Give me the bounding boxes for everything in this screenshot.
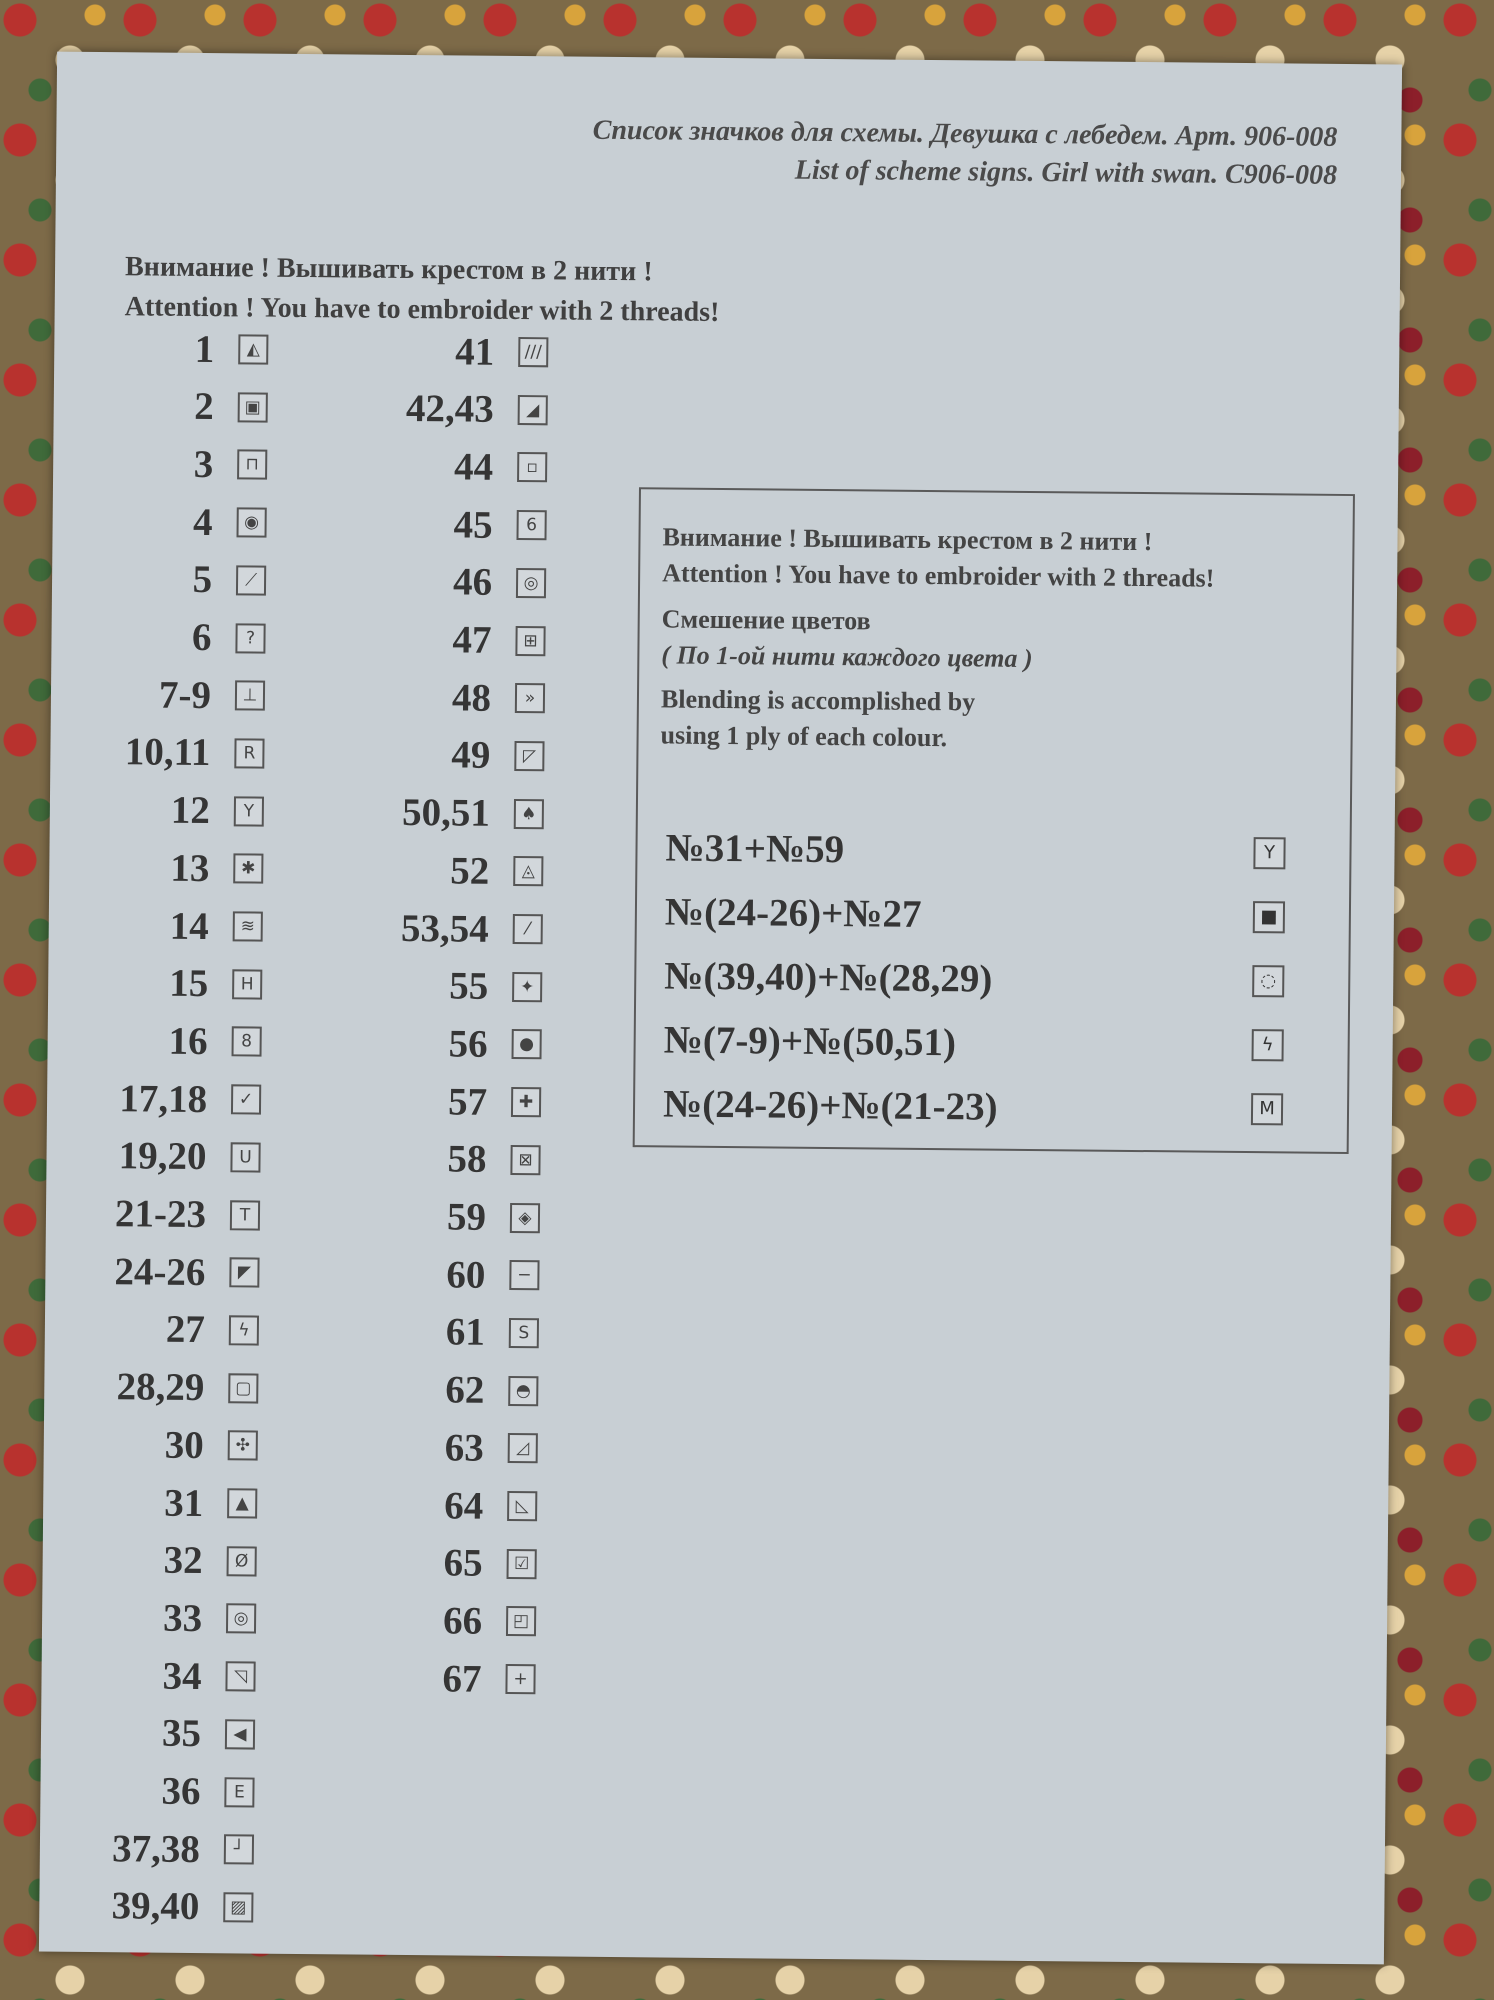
stitch-symbol-icon: ┘ — [224, 1834, 254, 1864]
stitch-symbol-icon: ◓ — [508, 1376, 538, 1406]
color-number: 35 — [161, 1711, 202, 1756]
stitch-symbol-icon: /// — [518, 337, 548, 367]
symbol-row — [75, 1245, 259, 1299]
symbol-row — [81, 610, 265, 664]
stitch-symbol-icon: ● — [511, 1029, 541, 1059]
blend-row — [664, 947, 1325, 1009]
color-number: 47 — [452, 618, 492, 662]
color-number: 2 — [194, 385, 214, 429]
symbol-row — [356, 1132, 540, 1186]
stitch-symbol-icon: S — [509, 1318, 539, 1348]
symbol-row — [71, 1707, 255, 1761]
stitch-symbol-icon: ▨ — [223, 1892, 253, 1922]
stitch-symbol-icon: ? — [235, 623, 265, 653]
stitch-symbol-icon: ✣ — [228, 1431, 258, 1461]
color-number: 49 — [451, 733, 491, 778]
symbol-row — [364, 325, 548, 379]
symbol-row — [354, 1363, 538, 1417]
color-number: 62 — [445, 1368, 485, 1412]
stitch-symbol-icon: E — [224, 1777, 254, 1807]
blend-mix-en-1: Blending is accomplished by — [660, 684, 976, 717]
color-number: 42,43 — [405, 387, 494, 431]
stitch-symbol-icon: ⁄ — [513, 914, 543, 944]
symbol-row — [361, 613, 545, 667]
blend-row — [663, 1075, 1324, 1137]
color-number: 61 — [445, 1310, 486, 1355]
symbol-row — [78, 957, 262, 1011]
color-number: 64 — [444, 1483, 484, 1528]
symbol-row — [357, 1075, 541, 1129]
symbol-row — [80, 783, 264, 837]
blend-symbol-icon: ϟ — [1252, 1029, 1284, 1061]
color-number: 44 — [453, 445, 494, 489]
blend-mix-ru: Смешение цветов — [661, 604, 871, 636]
stitch-symbol-icon: ◢ — [518, 395, 548, 425]
color-number: 50,51 — [401, 791, 491, 835]
symbol-row — [362, 555, 546, 609]
symbol-row — [79, 899, 263, 953]
color-number: 28,29 — [116, 1365, 205, 1410]
stitch-symbol-icon: ◀ — [225, 1719, 255, 1749]
symbol-row — [361, 671, 545, 725]
color-number: 16 — [168, 1019, 208, 1063]
symbol-row — [363, 382, 547, 436]
stitch-symbol-icon: ♠ — [514, 799, 544, 829]
symbol-row — [352, 1536, 536, 1590]
color-number: 55 — [448, 964, 489, 1008]
symbol-row — [82, 495, 266, 549]
legend-sheet — [39, 52, 1402, 1965]
color-number: 37,38 — [111, 1826, 201, 1871]
symbol-row — [352, 1594, 536, 1648]
blend-combination: №(24-26)+№27 — [664, 889, 922, 936]
symbol-row — [80, 726, 264, 780]
stitch-symbol-icon: ▫ — [517, 452, 547, 482]
stitch-symbol-icon: Ø — [227, 1546, 257, 1576]
color-number: 27 — [165, 1308, 206, 1352]
color-number: 60 — [446, 1253, 486, 1297]
color-number: 19,20 — [118, 1134, 207, 1179]
color-number: 14 — [169, 904, 209, 948]
color-number: 13 — [170, 846, 210, 890]
blending-box — [633, 487, 1355, 1154]
stitch-symbol-icon: ⟋ — [236, 565, 266, 595]
color-number: 34 — [162, 1654, 202, 1698]
symbol-row — [73, 1476, 257, 1530]
symbol-row — [70, 1822, 254, 1876]
symbol-row — [357, 1017, 541, 1071]
blend-combination: №31+№59 — [665, 825, 845, 871]
color-number: 57 — [447, 1079, 488, 1124]
color-number: 36 — [161, 1769, 201, 1814]
stitch-symbol-icon: ◭ — [238, 334, 268, 364]
blend-symbol-icon: M — [1251, 1093, 1283, 1125]
stitch-symbol-icon: H — [232, 969, 262, 999]
symbol-row — [84, 380, 268, 434]
header-title-en: List of scheme signs. Girl with swan. C906-008 — [794, 154, 1338, 191]
attention-note — [125, 247, 720, 333]
color-number: 15 — [169, 961, 209, 1006]
blend-row — [665, 819, 1326, 881]
stitch-symbol-icon: ⊠ — [510, 1145, 540, 1175]
stitch-symbol-icon: ≋ — [233, 911, 263, 941]
color-number: 21-23 — [114, 1192, 207, 1237]
color-number: 39,40 — [111, 1884, 200, 1929]
color-number: 67 — [442, 1656, 482, 1701]
symbol-row — [77, 1072, 261, 1126]
color-number: 65 — [443, 1541, 483, 1585]
symbol-row — [74, 1418, 258, 1472]
stitch-symbol-icon: ⊓ — [237, 450, 267, 480]
symbol-row — [83, 437, 267, 491]
stitch-symbol-icon: ◤ — [229, 1257, 259, 1287]
blend-combination: №(39,40)+№(28,29) — [664, 953, 993, 1001]
symbol-row — [355, 1305, 539, 1359]
stitch-symbol-icon: ☑ — [507, 1549, 537, 1579]
stitch-symbol-icon: ✦ — [512, 972, 542, 1002]
stitch-symbol-icon: » — [515, 683, 545, 713]
symbol-row — [72, 1591, 256, 1645]
stitch-symbol-icon: ◺ — [507, 1491, 537, 1521]
stitch-symbol-icon: ✚ — [511, 1087, 541, 1117]
symbol-row — [74, 1360, 258, 1414]
color-number: 32 — [163, 1538, 203, 1583]
stitch-symbol-icon: ◹ — [225, 1661, 255, 1691]
stitch-symbol-icon: ◬ — [513, 856, 543, 886]
symbol-row — [351, 1652, 535, 1706]
stitch-symbol-icon: ◿ — [508, 1433, 538, 1463]
stitch-symbol-icon: + — [505, 1664, 535, 1694]
blend-combination: №(24-26)+№(21-23) — [662, 1081, 998, 1129]
symbol-row — [363, 440, 547, 494]
symbol-row — [70, 1764, 254, 1818]
blend-combination: №(7-9)+№(50,51) — [663, 1017, 957, 1064]
stitch-symbol-icon: 8 — [232, 1027, 262, 1057]
color-number: 4 — [192, 500, 213, 544]
sheet-header — [592, 112, 1337, 195]
stitch-symbol-icon: U — [230, 1142, 260, 1172]
color-number: 3 — [193, 442, 214, 486]
blend-attention-ru: Внимание ! Вышивать крестом в 2 нити ! — [662, 522, 1153, 557]
symbol-row — [359, 902, 543, 956]
attention-ru: Внимание ! Вышивать крестом в 2 нити ! — [124, 251, 653, 288]
color-number: 59 — [446, 1195, 487, 1239]
color-number: 53,54 — [400, 906, 489, 951]
color-number: 30 — [164, 1423, 204, 1467]
symbol-row — [84, 322, 268, 376]
stitch-symbol-icon: ▣ — [238, 392, 268, 422]
stitch-symbol-icon: ◰ — [506, 1606, 536, 1636]
stitch-symbol-icon: ◎ — [226, 1604, 256, 1634]
symbol-row — [359, 844, 543, 898]
blend-symbol-icon: ■ — [1253, 901, 1285, 933]
symbol-row — [81, 668, 265, 722]
stitch-symbol-icon: ϟ — [229, 1315, 259, 1345]
symbol-row — [360, 728, 544, 782]
symbol-row — [75, 1303, 259, 1357]
symbol-row — [71, 1649, 255, 1703]
blend-mix-en-2: using 1 ply of each colour. — [660, 720, 948, 753]
blend-mix-ru-note: ( По 1-ой нити каждого цвета ) — [661, 640, 1033, 673]
color-number: 7-9 — [158, 673, 212, 717]
color-number: 58 — [447, 1137, 487, 1182]
stitch-symbol-icon: ⊞ — [515, 626, 545, 656]
blend-row — [663, 1011, 1324, 1073]
symbol-row — [354, 1421, 538, 1475]
symbol-row — [76, 1187, 260, 1241]
stitch-symbol-icon: ▲ — [227, 1488, 257, 1518]
stitch-symbol-icon: ◸ — [514, 741, 544, 771]
stitch-symbol-icon: R — [234, 738, 264, 768]
symbol-row — [69, 1880, 253, 1934]
stitch-symbol-icon: ⊥ — [235, 681, 265, 711]
color-number: 45 — [453, 503, 493, 547]
symbol-row — [82, 553, 266, 607]
symbol-row — [77, 1014, 261, 1068]
blend-symbol-icon: ◌ — [1252, 965, 1284, 997]
stitch-symbol-icon: ✓ — [231, 1084, 261, 1114]
color-number: 48 — [451, 676, 492, 720]
color-number: 24-26 — [114, 1249, 206, 1294]
color-number: 5 — [192, 558, 213, 602]
color-number: 31 — [164, 1481, 204, 1525]
color-number: 1 — [194, 327, 215, 371]
symbol-row — [355, 1248, 539, 1302]
symbol-row — [356, 1190, 540, 1244]
stitch-symbol-icon: ✱ — [233, 854, 263, 884]
color-number: 46 — [452, 560, 493, 605]
color-number: 12 — [170, 788, 211, 833]
stitch-symbol-icon: Y — [234, 796, 264, 826]
blend-symbol-icon: Y — [1253, 837, 1285, 869]
symbol-row — [358, 959, 542, 1013]
color-number: 6 — [191, 615, 212, 660]
stitch-symbol-icon: ◎ — [516, 568, 546, 598]
symbol-row — [72, 1533, 256, 1587]
stitch-symbol-icon: 6 — [516, 510, 546, 540]
stitch-symbol-icon: T — [230, 1200, 260, 1230]
color-number: 41 — [455, 329, 495, 374]
stitch-symbol-icon: − — [509, 1260, 539, 1290]
color-number: 52 — [450, 849, 490, 893]
color-number: 33 — [162, 1596, 203, 1640]
blend-attention-en: Attention ! You have to embroider with 2 threads! — [662, 558, 1215, 593]
color-number: 56 — [448, 1022, 488, 1066]
symbol-row — [353, 1478, 537, 1532]
stitch-symbol-icon: ▢ — [228, 1373, 258, 1403]
color-number: 66 — [442, 1599, 483, 1643]
attention-en: Attention ! You have to embroider with 2 threads! — [124, 291, 720, 328]
symbol-row — [362, 498, 546, 552]
color-number: 17,18 — [119, 1076, 208, 1121]
color-number: 63 — [444, 1426, 484, 1470]
blend-row — [665, 883, 1326, 945]
stitch-symbol-icon: ◈ — [510, 1202, 540, 1232]
header-title-ru: Список значков для схемы. Девушка с лебедем. Арт. 906-008 — [592, 114, 1338, 153]
symbol-row — [79, 841, 263, 895]
stitch-symbol-icon: ◉ — [236, 507, 266, 537]
symbol-row — [76, 1130, 260, 1184]
color-number: 10,11 — [124, 730, 211, 775]
symbol-row — [360, 786, 544, 840]
